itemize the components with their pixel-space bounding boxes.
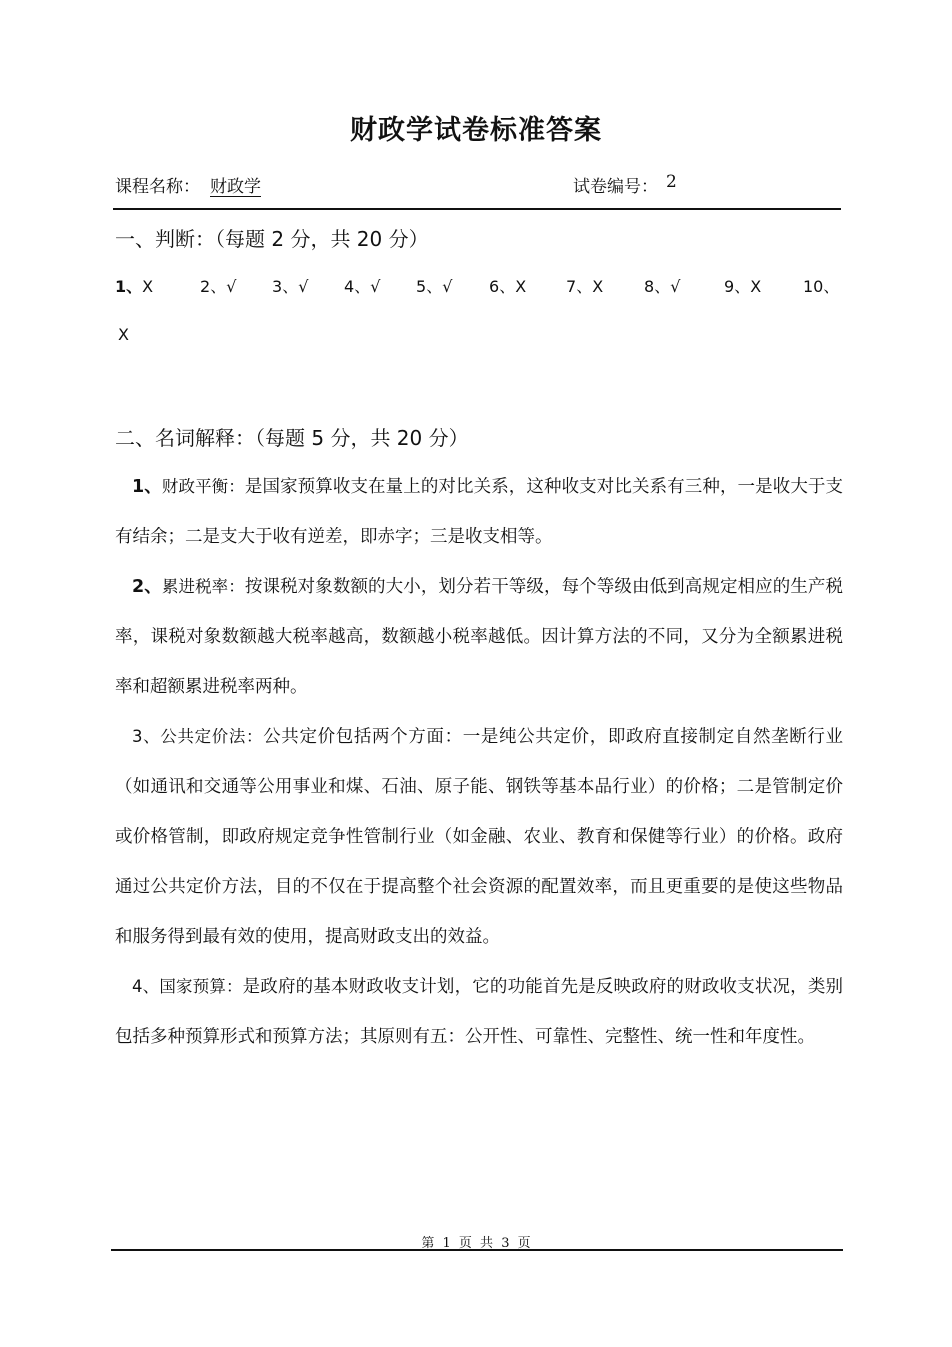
term-definition-3: [115, 712, 843, 962]
term-separator: 、: [142, 727, 161, 746]
answer-separator: 、: [734, 277, 751, 296]
course-info-row: [115, 168, 840, 198]
footer-divider: [111, 1249, 843, 1251]
answer-item-3: [272, 274, 308, 297]
answer-item-8: [644, 274, 680, 297]
term-number: 2: [132, 577, 145, 597]
answer-item-10-mark: X: [118, 325, 129, 344]
answer-number: 8: [644, 277, 655, 296]
answer-item-4: [344, 274, 380, 297]
answer-separator: 、: [210, 277, 227, 296]
term-name: 公共定价法：: [160, 727, 264, 746]
course-name-value: 财政学: [210, 177, 261, 197]
answer-item-1: [115, 274, 153, 297]
section-2-heading: 二、名词解释：（每题 5 分，共 20 分）: [115, 426, 469, 450]
term-definition-4: [115, 962, 843, 1062]
term-name: 国家预算：: [159, 977, 243, 996]
answer-separator: 、: [354, 277, 371, 296]
answer-mark: √: [442, 277, 453, 296]
answer-number: 6: [489, 277, 500, 296]
answer-number: 9: [724, 277, 735, 296]
term-definition-2: [115, 562, 843, 712]
paper-number-value: 2: [666, 172, 677, 192]
term-name: 累进税率：: [161, 577, 245, 596]
answer-item-6: [489, 274, 526, 297]
course-name-label: 课程名称：: [115, 177, 200, 197]
term-name: 财政平衡：: [161, 477, 245, 496]
answer-separator: 、: [654, 277, 671, 296]
term-separator: 、: [144, 477, 162, 497]
term-separator: 、: [142, 977, 160, 996]
paper-number-label: 试卷编号：: [573, 177, 658, 197]
answer-number: 1: [115, 277, 127, 296]
term-text: 是政府的基本财政收支计划，它的功能首先是反映政府的财政收支状况，类别包括多种预算形式和预算方法；其原则有五：公开性、可靠性、完整性、统一性和年度性。: [115, 977, 844, 1047]
answer-mark: X: [592, 277, 604, 296]
answer-number: 4: [344, 277, 355, 296]
answer-mark: X: [515, 277, 527, 296]
section-1-heading: 一、判断：（每题 2 分，共 20 分）: [115, 227, 429, 251]
answer-number: 7: [566, 277, 577, 296]
answer-number: 3: [272, 277, 283, 296]
answer-mark: √: [670, 277, 681, 296]
answer-item-10: [803, 274, 839, 297]
true-false-answers: [115, 274, 845, 300]
answer-item-9: [724, 274, 761, 297]
term-number: 1: [132, 477, 145, 497]
answer-item-2: [200, 274, 236, 297]
header-divider: [113, 208, 841, 210]
answer-mark: X: [142, 277, 154, 296]
answer-number: 10: [803, 277, 824, 296]
answer-separator: 、: [576, 277, 593, 296]
answer-mark: X: [750, 277, 762, 296]
page-number: 第 1 页 共 3 页: [421, 1236, 531, 1251]
term-text: 是国家预算收支在量上的对比关系，这种收支对比关系有三种，一是收大于支有结余；二是支大于收有逆差，即赤字；三是收支相等。: [115, 477, 844, 547]
answer-number: 5: [416, 277, 427, 296]
term-text: 公共定价包括两个方面：一是纯公共定价，即政府直接制定自然垄断行业（如通讯和交通等公用事业和煤、石油、原子能、钢铁等基本品行业）的价格；二是管制定价或价格管制，即政府规定竞争性管制行业（如金融、农业、教育和保健等行业）的价格。政府通过公共定价方法，目的不仅在于提高整个社会资源的配置效率，而且更重要的是使这些物品和服务得到最有效的使用，提高财政支出的效益。: [115, 727, 844, 947]
term-number: 3: [132, 727, 143, 746]
answer-mark: √: [370, 277, 381, 296]
answer-mark: √: [226, 277, 237, 296]
answer-mark: √: [298, 277, 309, 296]
term-separator: 、: [144, 577, 162, 597]
answer-separator: 、: [426, 277, 443, 296]
answer-separator: 、: [499, 277, 516, 296]
answer-separator: 、: [282, 277, 299, 296]
term-definition-1: [115, 462, 843, 562]
term-text: 按课税对象数额的大小，划分若干等级，每个等级由低到高规定相应的生产税率，课税对象数额越大税率越高，数额越小税率越低。因计算方法的不同，又分为全额累进税率和超额累进税率两种。: [115, 577, 844, 697]
term-number: 4: [132, 977, 143, 996]
answer-item-7: [566, 274, 603, 297]
document-title: 财政学试卷标准答案: [350, 115, 602, 146]
answer-separator: 、: [823, 277, 840, 296]
answer-separator: 、: [126, 277, 143, 296]
answer-number: 2: [200, 277, 211, 296]
answer-item-5: [416, 274, 452, 297]
